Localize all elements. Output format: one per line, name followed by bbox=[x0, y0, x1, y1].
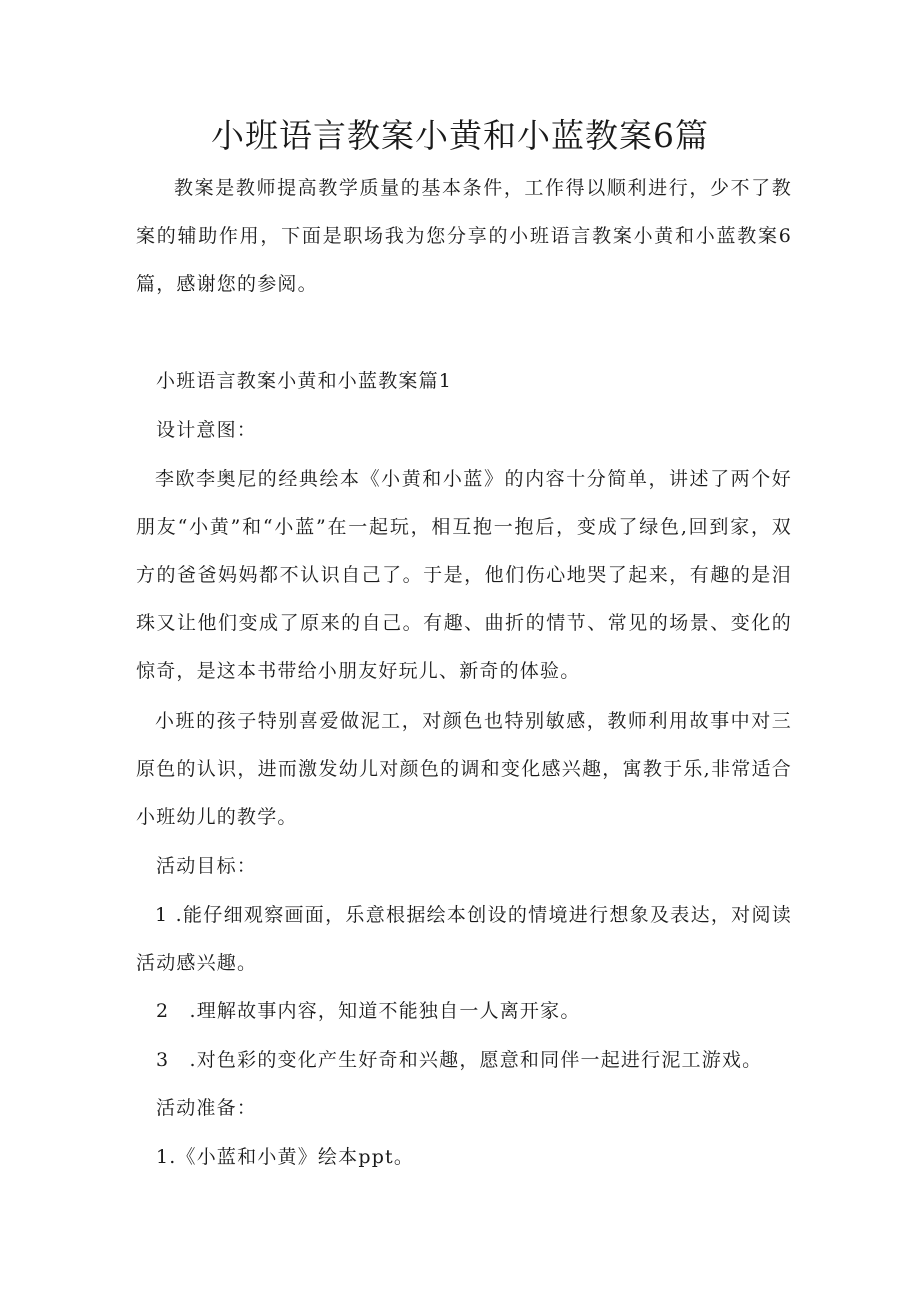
goals-label: 活动目标： bbox=[156, 855, 258, 877]
document-title: 小班语言教案小黄和小蓝教案6篇 bbox=[211, 116, 709, 155]
design-paragraph-2: 小班的孩子特别喜爱做泥工，对颜色也特别敏感，教师利用故事中对三原色的认识，进而激发幼儿对颜色的调和变化感兴趣，寓教于乐,非常适合小班幼儿的教学。 bbox=[136, 710, 792, 828]
design-paragraph-1: 李欧李奥尼的经典绘本《小黄和小蓝》的内容十分简单，讲述了两个好朋友“小黄”和“小蓝”在一起玩，相互抱一抱后，变成了绿色,回到家，双方的爸爸妈妈都不认识自己了。于是，他们伤心地哭了起来，有趣的是泪珠又让他们变成了原来的自己。有趣、曲折的情节、常见的场景、变化的惊奇，是这本书带给小朋友好玩儿、新奇的体验。 bbox=[136, 468, 792, 682]
goal-item-2: 2 .理解故事内容，知道不能独自一人离开家。 bbox=[156, 1000, 581, 1022]
section-heading: 小班语言教案小黄和小蓝教案篇1 bbox=[156, 370, 453, 392]
prep-label: 活动准备： bbox=[156, 1097, 258, 1119]
goal-item-3: 3 .对色彩的变化产生好奇和兴趣，愿意和同伴一起进行泥工游戏。 bbox=[156, 1049, 763, 1071]
intro-paragraph: 教案是教师提高教学质量的基本条件，工作得以顺利进行，少不了教案的辅助作用，下面是职场我为您分享的小班语言教案小黄和小蓝教案6篇，感谢您的参阅。 bbox=[136, 177, 792, 295]
prep-item-1: 1.《小蓝和小黄》绘本ppt。 bbox=[156, 1146, 415, 1168]
design-intent-label: 设计意图： bbox=[156, 419, 258, 441]
goal-item-1: 1 .能仔细观察画面，乐意根据绘本创设的情境进行想象及表达，对阅读活动感兴趣。 bbox=[136, 904, 792, 974]
